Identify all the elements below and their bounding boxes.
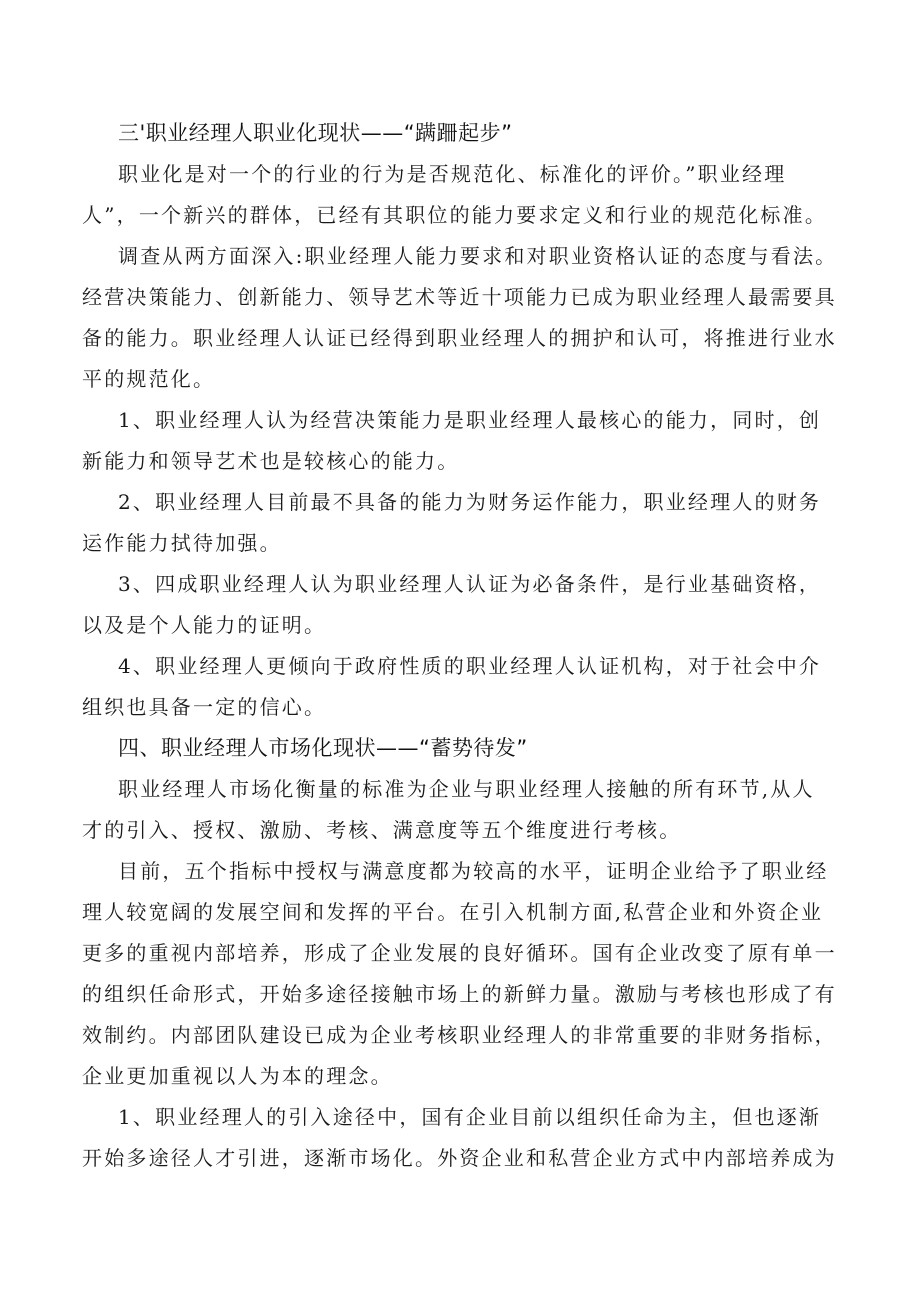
paragraph-line: 才的引入、授权、激励、考核、满意度等五个维度进行考核。 <box>82 818 682 842</box>
section-4-heading: 四、职业经理人市场化现状——“蓄势待发” <box>118 736 528 760</box>
paragraph-line: 调查从两方面深入:职业经理人能力要求和对职业资格认证的态度与看法。 <box>118 244 838 268</box>
paragraph-line: 理人较宽阔的发展空间和发挥的平台。在引入机制方面,私营企业和外资企业 <box>82 900 824 924</box>
paragraph-line: 企业更加重视以人为本的理念。 <box>82 1064 393 1088</box>
paragraph-line: 职业化是对一个的行业的行为是否规范化、标准化的评价。”职业经理 <box>118 162 787 186</box>
list-item-line: 1、职业经理人认为经营决策能力是职业经理人最核心的能力，同时，创 <box>118 408 822 432</box>
paragraph-line: 平的规范化。 <box>82 367 216 391</box>
list-item-line: 2、职业经理人目前最不具备的能力为财务运作能力，职业经理人的财务 <box>118 490 822 514</box>
list-item-line: 组织也具备一定的信心。 <box>82 695 327 719</box>
paragraph-line: 备的能力。职业经理人认证已经得到职业经理人的拥护和认可，将推进行业水 <box>82 326 837 350</box>
list-item-line: 1、职业经理人的引入途径中，国有企业目前以组织任命为主，但也逐渐 <box>118 1105 822 1129</box>
list-item-line: 开始多途径人才引进，逐渐市场化。外资企业和私营企业方式中内部培养成为 <box>82 1146 837 1170</box>
paragraph-line: 经营决策能力、创新能力、领导艺术等近十项能力已成为职业经理人最需要具 <box>82 285 837 309</box>
paragraph-line: 更多的重视内部培养，形成了企业发展的良好循环。国有企业改变了原有单一 <box>82 941 837 965</box>
paragraph-line: 效制约。内部团队建设已成为企业考核职业经理人的非常重要的非财务指标， <box>82 1023 837 1047</box>
section-3-heading: 三'职业经理人职业化现状——“蹒跚起步” <box>118 121 513 145</box>
list-item-line: 运作能力拭待加强。 <box>82 531 282 555</box>
paragraph-line: 目前，五个指标中授权与满意度都为较高的水平，证明企业给予了职业经 <box>118 859 829 883</box>
paragraph-line: 职业经理人市场化衡量的标准为企业与职业经理人接触的所有环节,从人 <box>118 777 815 801</box>
list-item-line: 以及是个人能力的证明。 <box>82 613 327 637</box>
paragraph-line: 的组织任命形式，开始多途径接触市场上的新鲜力量。激励与考核也形成了有 <box>82 982 837 1006</box>
list-item-line: 4、职业经理人更倾向于政府性质的职业经理人认证机构，对于社会中介 <box>118 654 822 678</box>
list-item-line: 3、四成职业经理人认为职业经理人认证为必备条件，是行业基础资格， <box>118 572 822 596</box>
list-item-line: 新能力和领导艺术也是较核心的能力。 <box>82 449 460 473</box>
paragraph-line: 人”，一个新兴的群体，已经有其职位的能力要求定义和行业的规范化标准。 <box>82 203 828 227</box>
